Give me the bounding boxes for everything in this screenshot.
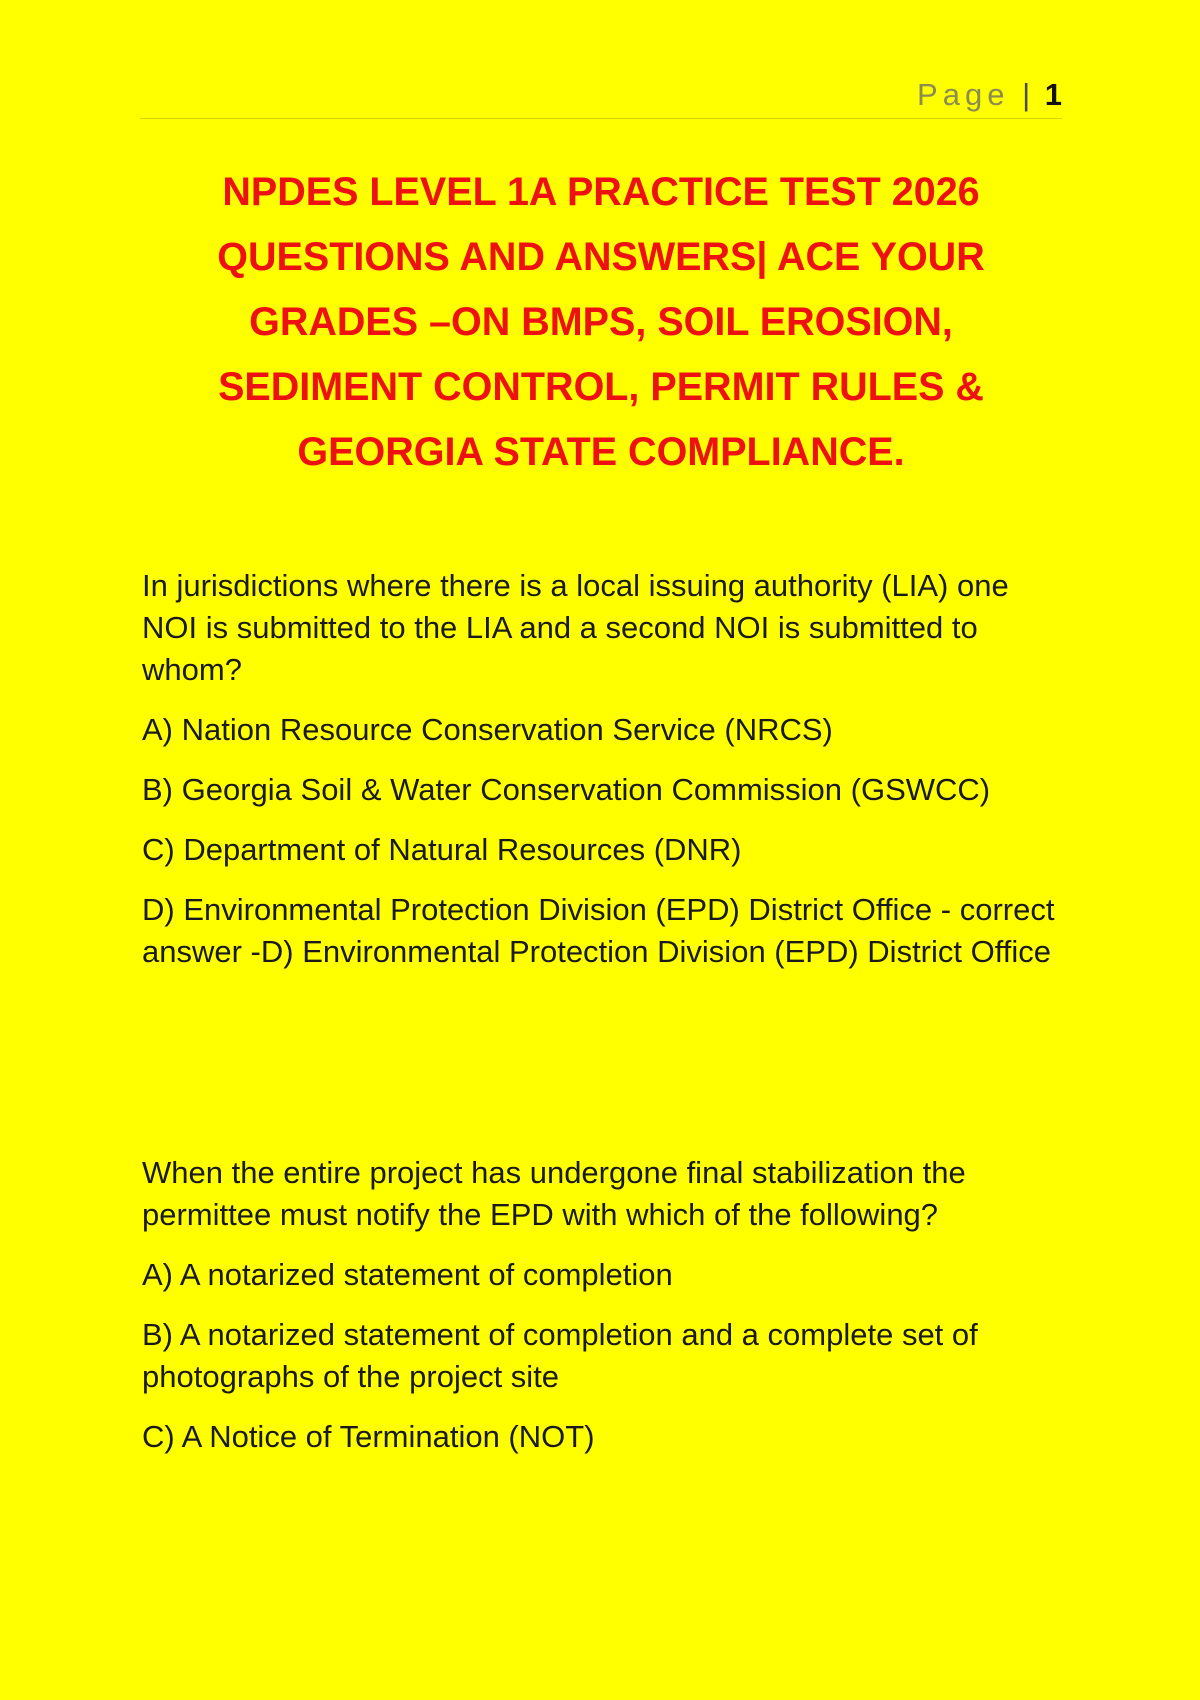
- answer-option: C) Department of Natural Resources (DNR): [142, 832, 742, 867]
- page-separator: |: [1022, 77, 1031, 112]
- answer-option: D) Environmental Protection Division (EPD) District Office - correct answer -D) Environmental Protection Division (EPD) District Office: [142, 892, 1055, 969]
- title-line: QUESTIONS AND ANSWERS| ACE YOUR: [217, 235, 985, 279]
- question-stem: When the entire project has undergone final stabilization the permittee must notify the EPD with which of the following?: [142, 1155, 966, 1232]
- page-header: [140, 76, 1062, 119]
- answer-option: A) A notarized statement of completion: [142, 1257, 673, 1292]
- question-stem: In jurisdictions where there is a local issuing authority (LIA) one NOI is submitted to the LIA and a second NOI is submitted to whom?: [142, 568, 1009, 687]
- answer-option: A) Nation Resource Conservation Service (NRCS): [142, 712, 833, 747]
- question-block: [142, 565, 1062, 973]
- title-line: NPDES LEVEL 1A PRACTICE TEST 2026: [222, 170, 980, 214]
- answer-option: C) A Notice of Termination (NOT): [142, 1419, 595, 1454]
- title-line: GRADES –ON BMPS, SOIL EROSION,: [249, 300, 953, 344]
- title-line: GEORGIA STATE COMPLIANCE.: [297, 430, 905, 474]
- document-title: [140, 160, 1062, 485]
- title-line: SEDIMENT CONTROL, PERMIT RULES &: [218, 365, 984, 409]
- question-block: [142, 1152, 1062, 1458]
- page-label: Page: [917, 77, 1010, 112]
- answer-option: B) A notarized statement of completion and a complete set of photographs of the project site: [142, 1317, 978, 1394]
- answer-option: B) Georgia Soil & Water Conservation Commission (GSWCC): [142, 772, 991, 807]
- page-number-value: 1: [1044, 77, 1062, 112]
- page-number: [917, 78, 1062, 112]
